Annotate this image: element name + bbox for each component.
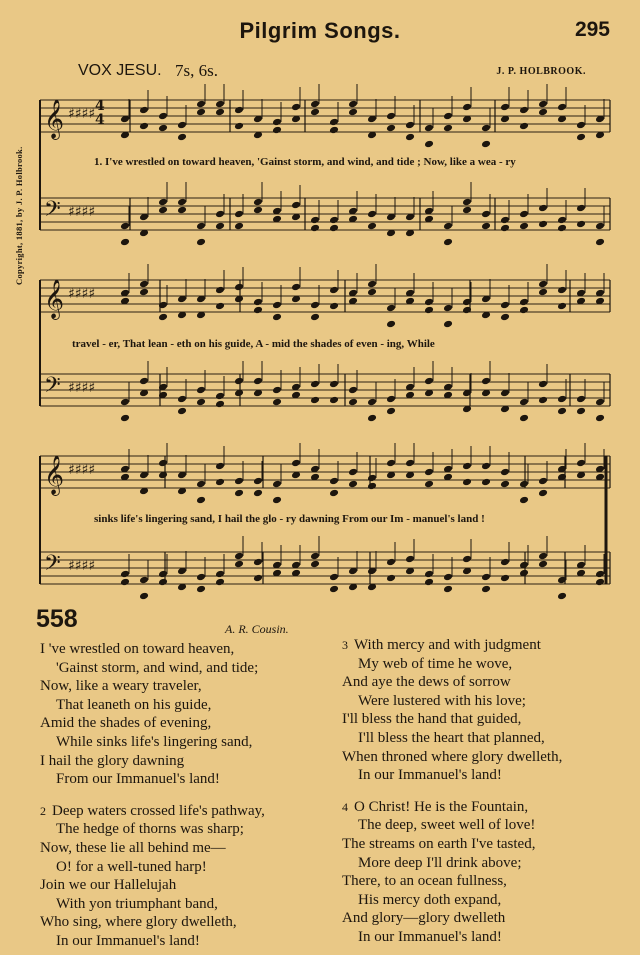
verse-number: 3 [342,638,348,652]
key-signature: ♯♯♯♯ [68,106,96,122]
note-head [234,477,244,486]
verse-line: I'll bless the hand that guided, [342,711,522,728]
note-head [500,224,510,233]
key-signature: ♯♯♯♯ [68,462,96,478]
bass-clef: 𝄢 [44,197,61,227]
note-head [310,396,320,405]
note-head [405,133,415,142]
note-head [234,552,244,561]
note-head [158,198,168,207]
note-head [462,103,472,112]
note-head [329,585,339,594]
note-head [272,118,282,127]
note-head [348,398,358,407]
note-head [310,380,320,389]
note-head [557,286,567,295]
note-head [291,459,301,468]
note-head [253,306,263,315]
note-head [462,462,472,471]
note-head [557,224,567,233]
note-head [386,574,396,583]
note-head [405,459,415,468]
note-head [196,238,206,247]
verse [342,636,632,785]
note-head [538,100,548,109]
note-head [386,320,396,329]
verse-line: The streams on earth I've tasted, [342,835,536,852]
key-signature: ♯♯♯♯ [68,204,96,220]
note-head [386,407,396,416]
note-head [538,204,548,213]
note-head [500,313,510,322]
note-head [158,570,168,579]
verse-line: And aye the dews of sorrow [342,674,511,691]
note-head [443,573,453,582]
verse-line: From our Immanuel's land! [56,771,220,788]
note-head [576,407,586,416]
note-head [500,468,510,477]
note-head [196,100,206,109]
note-head [291,283,301,292]
note-head [196,585,206,594]
note-head [576,133,586,142]
note-head [139,377,149,386]
note-head [234,122,244,131]
note-head [253,489,263,498]
note-head [443,124,453,133]
verse-line: My web of time he wove, [358,655,513,672]
note-head [329,126,339,135]
note-head [158,578,168,587]
note-head [424,377,434,386]
verse-line: In our Immanuel's land! [56,932,200,949]
note-head [481,585,491,594]
note-head [367,414,377,423]
note-head [215,100,225,109]
verse-line: 'Gainst storm, and wind, and tide; [56,659,259,676]
note-head [253,377,263,386]
note-head [424,140,434,149]
note-head [215,578,225,587]
note-head [234,560,244,569]
note-head [576,220,586,229]
note-head [443,222,453,231]
note-head [139,280,149,289]
note-head [253,477,263,486]
note-head [538,288,548,297]
verse-line: O! for a well-tuned harp! [56,858,207,875]
note-head [329,477,339,486]
note-head [272,126,282,135]
note-head [120,238,130,247]
treble-clef: 𝄞 [44,455,65,495]
note-head [576,459,586,468]
note-head [177,407,187,416]
bass-clef: 𝄢 [44,551,61,581]
note-head [538,489,548,498]
page-title: Pilgrim Songs. [239,18,401,43]
note-head [139,576,149,585]
note-head [253,206,263,215]
verse-column-right [342,636,632,947]
note-head [557,302,567,311]
note-head [481,478,491,487]
note-head [348,386,358,395]
treble-clef: 𝄞 [44,279,65,319]
note-head [253,574,263,583]
note-head [234,377,244,386]
tune-meter: 7s, 6s. [175,61,218,80]
note-head [500,558,510,567]
note-head [481,210,491,219]
note-head [481,222,491,231]
note-head [177,121,187,130]
note-head [367,398,377,407]
verse-number: 4 [342,799,348,814]
note-head [500,301,510,310]
note-head [291,201,301,210]
note-head [310,313,320,322]
note-head [443,238,453,247]
note-head [576,121,586,130]
note-head [557,592,567,601]
note-head [519,298,529,307]
note-head [595,222,605,231]
note-head [215,400,225,409]
note-head [310,108,320,117]
verse-line: Join we our Hallelujah [40,877,177,894]
verse-line: The hedge of thorns was sharp; [56,821,244,838]
note-head [215,462,225,471]
hymn-number: 558 [36,605,78,633]
note-head [519,306,529,315]
verse-line: I 've wrestled on toward heaven, [40,641,235,657]
note-head [519,414,529,423]
note-head [424,306,434,315]
note-head [424,298,434,307]
note-head [595,570,605,579]
note-head [443,320,453,329]
note-head [139,592,149,601]
note-head [443,585,453,594]
note-head [348,468,358,477]
verse [40,802,330,951]
note-head [120,570,130,579]
note-head [329,380,339,389]
note-head [462,206,472,215]
note-head [462,555,472,564]
note-head [481,140,491,149]
note-head [367,474,377,483]
verse-number: 2 [40,803,46,818]
note-head [310,560,320,569]
note-head [177,206,187,215]
note-head [348,480,358,489]
verse-line: In our Immanuel's land! [358,767,502,784]
note-head [538,552,548,561]
note-head [234,489,244,498]
note-head [215,392,225,401]
verse-line: There, to an ocean fullness, [342,873,507,890]
note-head [215,286,225,295]
note-head [348,108,358,117]
note-head [310,301,320,310]
note-head [424,124,434,133]
music-lyric-line: travel - er, That lean - eth on his guide, A - mid the shades of even - ing, While [72,338,435,350]
page-number: 295 [574,18,610,41]
verse-line: With yon triumphant band, [56,895,218,912]
note-head [386,112,396,121]
note-head [310,100,320,109]
note-head [386,558,396,567]
note-head [272,398,282,407]
composer: J. P. HOLBROOK. [496,66,586,77]
note-head [557,395,567,404]
verse-line: O Christ! He is the Fountain, [354,798,529,815]
note-head [424,578,434,587]
verse-line: And glory—glory dwelleth [342,910,506,927]
verse-line: The deep, sweet well of love! [358,817,536,834]
note-head [120,222,130,231]
note-head [481,462,491,471]
note-head [405,121,415,130]
verse-line: His mercy doth expand, [358,891,502,908]
note-head [386,124,396,133]
note-head [139,288,149,297]
note-head [310,552,320,561]
note-head [481,377,491,386]
note-head [272,496,282,505]
verse-line: Now, these lie all behind me— [40,839,226,856]
note-head [462,478,472,487]
note-head [500,103,510,112]
note-head [215,108,225,117]
note-head [481,124,491,133]
note-head [196,108,206,117]
note-head [139,122,149,131]
note-head [158,112,168,121]
note-head [519,222,529,231]
note-head [443,112,453,121]
bass-clef: 𝄢 [44,373,61,403]
note-head [576,395,586,404]
note-head [196,573,206,582]
verse-line: In our Immanuel's land! [358,928,502,945]
verse [40,640,330,789]
verse-column-left [40,640,330,951]
note-head [329,286,339,295]
note-head [519,106,529,115]
time-signature: 4 [95,112,105,128]
verse-line: Deep waters crossed life's pathway, [52,802,265,819]
note-head [538,280,548,289]
note-head [310,216,320,225]
note-head [272,301,282,310]
verse-line: Who sing, where glory dwelleth, [40,914,237,931]
note-head [348,100,358,109]
note-head [234,210,244,219]
verse-line: With mercy and with judgment [354,637,541,653]
key-signature: ♯♯♯♯ [68,286,96,302]
note-head [462,198,472,207]
copyright-notice: Copyright, 1881, by J. P. Holbrook. [14,146,24,285]
note-head [557,407,567,416]
note-head [481,573,491,582]
hymn-author: A. R. Cousin. [225,622,289,636]
note-head [424,480,434,489]
note-head [196,222,206,231]
note-head [158,313,168,322]
note-head [500,574,510,583]
note-head [234,106,244,115]
note-head [253,298,263,307]
note-head [310,224,320,233]
note-head [443,304,453,313]
note-head [291,103,301,112]
note-head [386,304,396,313]
note-head [329,118,339,127]
note-head [595,398,605,407]
note-head [215,210,225,219]
note-head [576,204,586,213]
note-head [500,480,510,489]
note-head [272,313,282,322]
note-head [215,570,225,579]
note-head [367,210,377,219]
verse [342,798,632,947]
music-lyric-line: sinks life's lingering sand, I hail the glo - ry dawning From our Im - manuel's land ! [94,513,485,525]
verse-line: When throned where glory dwelleth, [342,748,563,765]
note-head [538,477,548,486]
note-head [215,478,225,487]
note-head [595,578,605,587]
note-head [538,560,548,569]
note-head [519,122,529,131]
verse-line: More deep I'll drink above; [358,854,522,871]
note-head [538,108,548,117]
note-head [424,570,434,579]
verse-line: I'll bless the heart that planned, [358,729,545,746]
verse-line: Were lustered with his love; [358,692,526,709]
note-head [367,288,377,297]
tune-name: VOX JESU. [78,62,162,79]
note-head [367,482,377,491]
note-head [519,480,529,489]
verse-line: I hail the glory dawning [40,752,185,769]
note-head [253,558,263,567]
note-head [538,380,548,389]
note-head [177,198,187,207]
note-head [329,573,339,582]
note-head [329,396,339,405]
note-head [329,224,339,233]
note-head [272,386,282,395]
note-head [177,133,187,142]
note-head [120,398,130,407]
note-head [158,124,168,133]
verse-line: While sinks life's lingering sand, [56,733,253,750]
note-head [177,395,187,404]
note-head [196,386,206,395]
note-head [234,283,244,292]
note-head [120,578,130,587]
note-head [538,396,548,405]
note-head [519,398,529,407]
note-head [595,414,605,423]
music-lyric-line: 1. I've wrestled on toward heaven, 'Gainst storm, and wind, and tide ; Now, like a wea - ry [94,156,516,168]
note-head [367,222,377,231]
note-head [139,106,149,115]
key-signature: ♯♯♯♯ [68,380,96,396]
note-head [196,496,206,505]
note-head [215,302,225,311]
note-head [519,210,529,219]
note-head [424,468,434,477]
treble-clef: 𝄞 [44,99,65,139]
note-head [234,222,244,231]
note-head [405,555,415,564]
note-head [329,216,339,225]
note-head [595,238,605,247]
note-head [158,459,168,468]
note-head [386,395,396,404]
note-head [196,398,206,407]
note-head [329,489,339,498]
note-head [215,222,225,231]
note-head [253,198,263,207]
note-head [272,480,282,489]
note-head [519,496,529,505]
note-head [329,302,339,311]
note-head [557,103,567,112]
note-head [158,206,168,215]
note-head [196,480,206,489]
key-signature: ♯♯♯♯ [68,558,96,574]
time-signature: 4 [95,98,105,114]
note-head [386,459,396,468]
note-head [500,216,510,225]
note-head [367,280,377,289]
verse-line: Now, like a weary traveler, [40,678,202,695]
note-head [557,216,567,225]
verse-line: That leaneth on his guide, [56,696,212,713]
note-head [538,220,548,229]
verse-line: Amid the shades of evening, [40,715,212,732]
note-head [120,414,130,423]
